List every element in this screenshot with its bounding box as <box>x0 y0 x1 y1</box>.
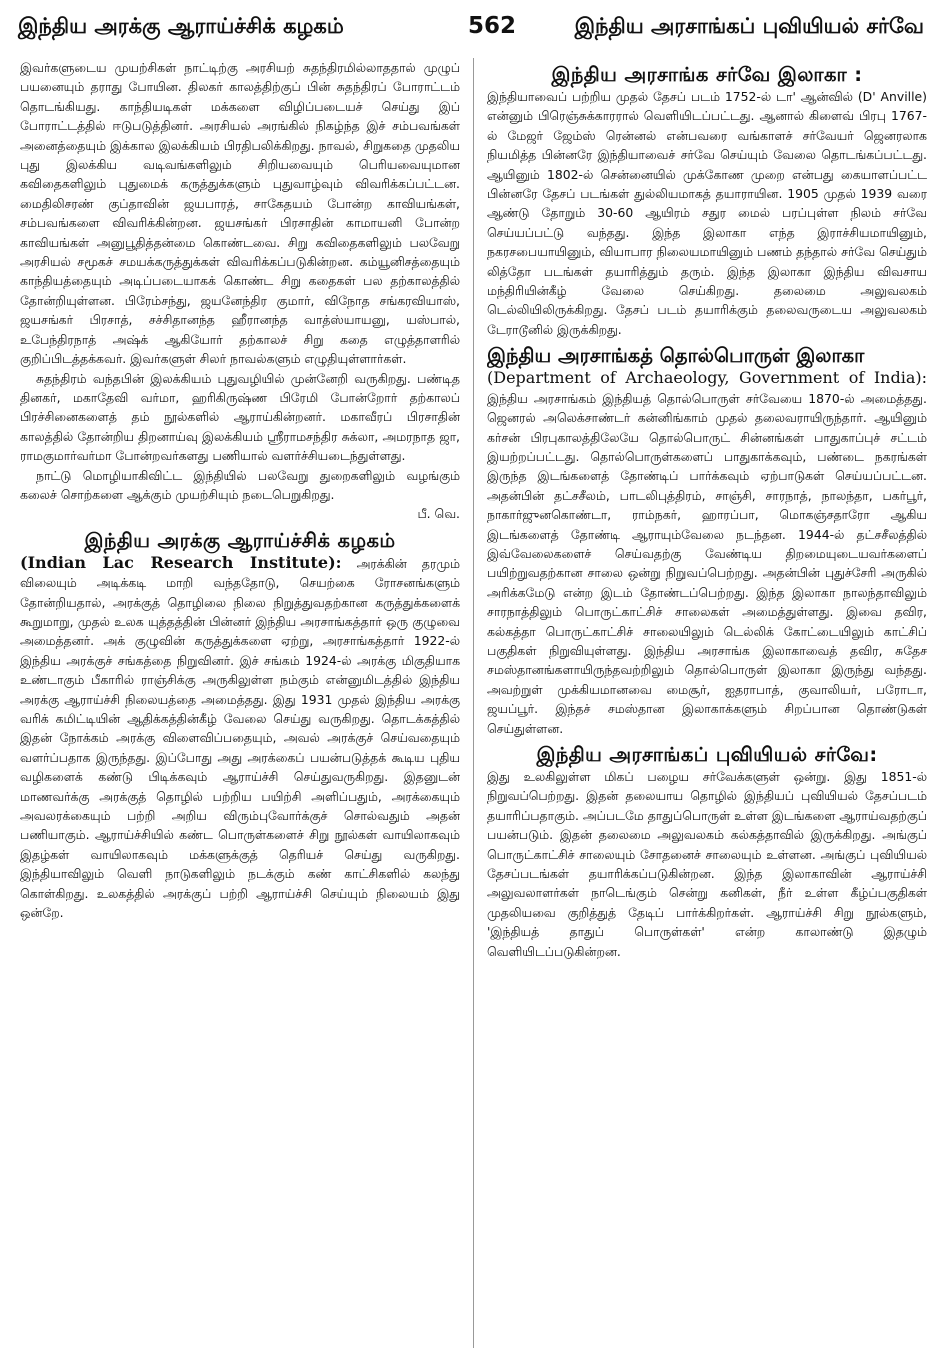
survey-department-paragraph: இந்தியாவைப் பற்றிய முதல் தேசப் படம் 1752-ல் டா' ஆன்வில் (D' Anville) என்னும் பிரெஞ்சுக்காரரால் வெளியிடப்பட்டது. ஆனால் கிளைவ் பிரபு 1767-ல் மேஜர் ஜேம்ஸ் ரென்னல் என்பவரை வங்காளச் சர்வேயர் ஜெனரலாக நியமித்த பின்னரே இந்தியாவைச் சர்வே செய்யும் வேலை தொடங்கப்பட்டது. ஆயினும் 1802-ல் சென்னையில் முக்கோண முறை என்பது கையாளப்பட்ட பின்னரே தேசப் படங்கள் துல்லியமாகத் தயாராயின. 1905 முதல் 1939 வரை ஆண்டு தோறும் 30-60 ஆயிரம் சதுர மைல் பரப்புள்ள நிலம் சர்வே செய்யப்பட்டு வந்தது. இந்த இலாகா எந்த இராச்சியமாயினும், நகரசபையாயினும், வியாபார நிலையமாயினும் பணம் தந்தால் சர்வே செய்தும் லித்தோ படங்கள் தயாரித்தும் தரும். இந்த இலாகா இந்திய விவசாய மந்திரியின்கீழ் வேலை செய்கிறது. தலைமை அலுவலகம் டெல்லியிலிருக்கிறது. தேசப் படம் தயாரிக்கும் தலைவருடைய அலுவலகம் டேராடூனில் இருக்கிறது. <box>487 89 927 337</box>
author-signature: பீ. வெ. <box>417 506 460 522</box>
hindi-literature-paragraph-2: சுதந்திரம் வந்தபின் இலக்கியம் புதுவழியில் முன்னேறி வருகிறது. பண்டித தினகர், மகாதேவி வர்மா, ஹரிகிருஷ்ண பிரேமி போன்றோர் தற்காலப் பிரச்சினைகளைத் தம் நூல்களில் ஆராய்கின்றனர். மகாவீரப் பிரசாதின் காலத்தில் தோன்றிய திறனாய்வு இலக்கியம் ஸ்ரீராமசந்திர சுக்லா, அமரநாத ஜா, ராமகுமார்வர்மா போன்றவர்களது பணியால் வளர்ச்சியடைந்துள்ளது. <box>20 370 460 464</box>
column-divider <box>473 58 474 1348</box>
entry-title-lac-institute: இந்திய அரக்கு ஆராய்ச்சிக் கழகம் <box>84 528 396 552</box>
entry-title-lac-english: (Indian Lac Research Institute): <box>20 552 342 572</box>
header-left-title: இந்திய அரக்கு ஆராய்ச்சிக் கழகம் <box>18 14 344 38</box>
entry-title-archaeology-english: (Department of Archaeology, Government of India): <box>487 368 927 388</box>
author-signature-row <box>20 504 460 523</box>
page-number: 562 <box>468 13 517 39</box>
hindi-literature-paragraph-3: நாட்டு மொழியாகிவிட்ட இந்தியில் பலவேறு துறைகளிலும் வழங்கும் கலைச் சொற்களை ஆக்கும் முயற்சியும் நடைபெறுகிறது. <box>20 467 460 502</box>
entry-title-survey-department: இந்திய அரசாங்க சர்வே இலாகா : <box>551 63 863 86</box>
entry-title-geological-survey: இந்திய அரசாங்கப் புவியியல் சர்வே: <box>536 743 878 766</box>
right-column <box>487 58 927 1358</box>
lac-institute-paragraph <box>20 553 460 923</box>
running-header <box>18 8 924 44</box>
entry-title-archaeology: இந்திய அரசாங்கத் தொல்பொருள் இலாகா <box>487 344 865 368</box>
hindi-literature-paragraph-1: இவர்களுடைய முயற்சிகள் நாட்டிற்கு அரசியற் சுதந்திரமில்லாததால் முழுப் பயனையும் தராது போயின. திலகர் காலத்திற்குப் பின் சுதந்திரப் போராட்டம் தொடங்கியது. காந்தியடிகள் மக்களை விழிப்படையச் செய்து இப் போராட்டத்தில் ஈடுபடுத்தினர். அரசியல் அரங்கில் நிகழ்ந்த இச் சம்பவங்கள் அனைத்தையும் இக்கால இலக்கியம் பிரதிபலிக்கிறது. நாவல், சிறுகதை முதலிய புது இலக்கிய வடிவங்களிலும் சிறியவையும் பெரியவையுமான கவிதைகளிலும் புதுமைக் கருத்துக்களும் புதுவாழ்வும் விவரிக்கப்பட்டன. மைதிலிசரண் குப்தாவின் ஜயபாரத், சாகேதயம் போன்ற காவியங்கள், சம்பவங்களை விவரிக்கின்றன. ஜயசங்கர் பிரசாதின் காமாயனி போன்ற காவியங்கள் அனுபூதித்தன்மை கொண்டவை. சிறு கவிதைகளிலும் பலவேறு அரசியல் சமூகச் சமயக்கருத்துக்கள் விவரிக்கப்படுகின்றன. கம்யூனிசத்தையும் காந்தியத்தையும் அடிப்படையாகக் கொண்ட சிறு கதைகள் பல தற்காலத்தில் தோன்றியுள்ளன. பிரேம்சந்து, ஜயனேந்திர குமார், விநோத சங்கரவியாஸ், ஜயசங்கர் பிரசாத், சச்சிதானந்த ஹீரானந்த வாத்ஸ்யாயனு, யஸ்பால், உபேந்திரநாத் அஷ்க் ஆகியோர் தற்காலச் சிறு கதை எழுத்தாளரில் குறிப்பிடத்தக்கவர். இவர்களுள் சிலர் நாவல்களும் எழுதியுள்ளார்கள். <box>20 60 460 367</box>
header-right-title: இந்திய அரசாங்கப் புவியியல் சர்வே <box>574 14 924 38</box>
archaeology-paragraph <box>487 368 927 738</box>
geological-survey-paragraph: இது உலகிலுள்ள மிகப் பழைய சர்வேக்களுள் ஒன்று. இது 1851-ல் நிறுவப்பெற்றது. இதன் தலையாய தொழில் இந்தியப் புவியியல் தேசப்படம் தயாரிப்பதாகும். அப்படமே தாதுப்பொருள் உள்ள இடங்களை ஆராய்வதற்குப் பயன்படும். இதன் தலைமை அலுவலகம் கல்கத்தாவில் இருக்கிறது. அங்குப் பொருட்காட்சிச் சாலையும் சோதனைச் சாலையும் உள்ளன. அங்குப் புவியியல் தேசப்படங்கள் தயாரிக்கப்படுகின்றன. இந்த இலாகாவின் ஆராய்ச்சி அலுவலாளர்கள் நாடெங்கும் சென்று கனிகள், நீர் உள்ள கீழ்ப்பகுதிகள் முதலியவை குறித்துத் தேடிப் பார்க்கிறர்கள். ஆராய்ச்சி சிறு நூல்களும், 'இந்தியத் தாதுப் பொருள்கள்' என்ற காலாண்டு இதழும் வெளியிடப்படுகின்றன. <box>487 769 927 959</box>
lac-institute-text: அரக்கின் தரமும் விலையும் அடிக்கடி மாறி வந்ததோடு, செயற்கை ரோசனங்களும் தோன்றியதால், அரக்குத் தொழிலை நிலை நிறுத்துவதற்கான கருத்துக்களைக் கூறுமாறு, முதல் உலக யுத்தத்தின் பின்னர் இந்திய அரசாங்கத்தார் ஒரு குழுவை அமைத்தனர். அக் குழுவின் கருத்துக்களை ஏற்று, அரசாங்கத்தார் 1922-ல் இந்திய அரக்குச் சங்கத்தை நிறுவினர். இச் சங்கம் 1924-ல் அரக்கு மிகுதியாக உண்டாகும் பீகாரில் ராஞ்சிக்கு அருகிலுள்ள நம்கும் என்னுமிடத்தில் இந்திய அரக்கு ஆராய்ச்சி நிலையத்தை அமைத்தது. இது 1931 முதல் இந்திய அரக்கு வரிக் கமிட்டியின் ஆதிக்கத்தின்கீழ் வேலை செய்து வருகிறது. தொடக்கத்தில் இதன் நோக்கம் அரக்கு விளைவிப்பதையும், அவல் அரக்குச் செய்வதையும் வளர்ப்பதாக இருந்தது. இப்போது அது அரக்கைப் பயன்படுத்தக் கூடிய புதிய வழிகளைக் கண்டு பிடிக்கவும் ஆராய்ச்சி செய்துவருகிறது. இதனுடன் மாணவர்க்கு அரக்குத் தொழில் பற்றிய பயிற்சி அளிப்பதும், அரக்கையும் அவலரக்கையும் பற்றி அறிய விரும்புவோர்க்குச் சொல்வதும் அதன் பணியாகும். ஆராய்ச்சியில் கண்ட பொருள்களைச் சிறு நூல்கள் வாயிலாகவும் இதழ்கள் வாயிலாகவும் மக்களுக்குத் தெரியச் செய்து வருகிறது. இந்தியாவிலும் வெளி நாடுகளிலும் நடக்கும் கண் காட்சிகளில் கலந்து கொள்கிறது. உலகத்தில் அரக்குப் பற்றி ஆராய்ச்சி செய்யும் நிலையம் இது ஒன்றே. <box>20 555 460 921</box>
archaeology-text: இந்திய அரசாங்கம் இந்தியத் தொல்பொருள் சர்வேயை 1870-ல் அமைத்தது. ஜெனரல் அலெக்சாண்டர் கன்னிங்காம் முதல் தலைவராயிருந்தார். ஆயினும் கர்சன் பிரபுகாலத்திலேயே தொல்பொருட் சின்னங்கள் பாதுகாப்புச் சட்டம் இயற்றப்பட்டது. தொல்பொருள்களைப் பாதுகாக்கவும், பண்டை நகரங்கள் இருந்த இடங்களைத் தோண்டிப் பார்க்கவும் ஏற்பாடுகள் செய்யப்பட்டன. அதன்பின் தட்சசீலம், பாடலிபுத்திரம், சாஞ்சி, சாரநாத், நாலந்தா, பகர்பூர், நாகார்ஜுனகொண்டா, ராம்நகர், ஹாரப்பா, மொகஞ்சதாரோ ஆகிய இடங்களைத் தோண்டி ஆராயும்வேலை நடந்தன. 1944-ல் தட்சசீலத்தில் இவ்வேலைகளைச் செய்வதற்கு வேண்டிய திறமையுடையவர்களைப் பயிற்றுவதற்கான சாலை ஒன்று நிறுவப்பெற்றது. அதன்பின் புதுச்சேரி அருகில் அரிக்கமேடு என்ற இடம் தோண்டப்பெற்றது. இந்த இலாகா நாலந்தாவிலும் சாரநாத்திலும் பொருட்காட்சிச் சாலைகள் அமைத்துள்ளது. இவை தவிர, கல்கத்தா பொருட்காட்சிச் சாலையிலும் டெல்லிக் கோட்டையிலும் காட்சிப் பகுதிகள் நிறுவியுள்ளது. இந்திய அரசாங்க இலாகாவைத் தவிர, சுதேச சமஸ்தானங்களாயிருந்தவற்றிலும் தொல்பொருள் இலாகா இருந்து வந்தது. அவற்றுள் முக்கியமானவை மைசூர், ஐதராபாத், குவாலியர், பரோடா, ஜயப்பூர். இந்தச் சமஸ்தான இலாகாக்களும் சிறப்பான தொண்டுகள் செய்துள்ளன. <box>487 390 927 736</box>
left-column <box>20 58 460 1358</box>
